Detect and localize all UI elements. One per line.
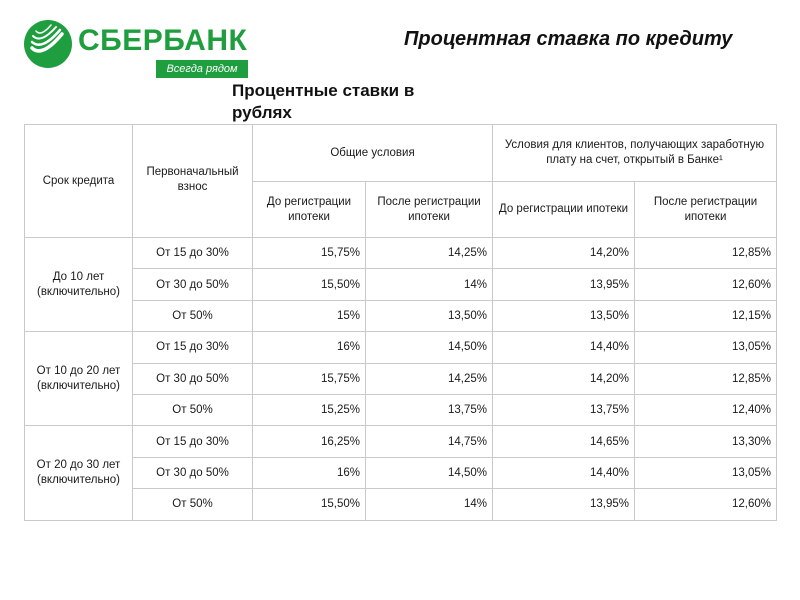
rate-cell: 13,75%: [493, 394, 635, 425]
rate-cell: 14,40%: [493, 457, 635, 488]
down-payment-cell: От 30 до 50%: [133, 457, 253, 488]
header-term: Срок кредита: [25, 125, 133, 238]
table-row: [25, 426, 777, 457]
rate-cell: 13,05%: [635, 457, 777, 488]
rate-cell: 14%: [366, 269, 493, 300]
rate-cell: 15%: [253, 300, 366, 331]
rate-cell: 13,50%: [366, 300, 493, 331]
sberbank-logo: [22, 18, 248, 76]
header-salary-conditions: Условия для клиентов, получающих заработную плату на счет, открытый в Банке¹: [493, 125, 777, 182]
header-salary-after: После регистрации ипотеки: [635, 182, 777, 238]
rate-cell: 13,95%: [493, 489, 635, 520]
table-subtitle: Процентные ставки в рублях: [232, 81, 415, 122]
rate-cell: 13,75%: [366, 394, 493, 425]
rate-cell: 16%: [253, 457, 366, 488]
down-payment-cell: От 30 до 50%: [133, 269, 253, 300]
rate-cell: 15,25%: [253, 394, 366, 425]
logo-tagline: Всегда рядом: [156, 60, 248, 78]
rate-cell: 13,05%: [635, 332, 777, 363]
term-cell: От 20 до 30 лет (включительно): [25, 426, 133, 520]
interest-rate-table: [24, 124, 777, 521]
term-cell: До 10 лет (включительно): [25, 238, 133, 332]
rate-cell: 15,50%: [253, 489, 366, 520]
logo-wordmark: СБЕРБАНК: [78, 24, 248, 57]
rate-cell: 14,65%: [493, 426, 635, 457]
down-payment-cell: От 15 до 30%: [133, 426, 253, 457]
header-general-after: После регистрации ипотеки: [366, 182, 493, 238]
rate-cell: 12,60%: [635, 269, 777, 300]
rate-cell: 13,95%: [493, 269, 635, 300]
rate-cell: 14,50%: [366, 332, 493, 363]
header-salary-before: До регистрации ипотеки: [493, 182, 635, 238]
rate-cell: 14,20%: [493, 363, 635, 394]
rate-cell: 16,25%: [253, 426, 366, 457]
table-row: [25, 238, 777, 269]
header-general-conditions: Общие условия: [253, 125, 493, 182]
table-row: [25, 457, 777, 488]
table-row: [25, 300, 777, 331]
slide-title: Процентная ставка по кредиту: [404, 28, 733, 50]
rate-cell: 14,40%: [493, 332, 635, 363]
down-payment-cell: От 15 до 30%: [133, 332, 253, 363]
down-payment-cell: От 50%: [133, 489, 253, 520]
rate-cell: 15,75%: [253, 238, 366, 269]
rate-cell: 14,25%: [366, 363, 493, 394]
rate-cell: 12,15%: [635, 300, 777, 331]
rate-cell: 14%: [366, 489, 493, 520]
table-row: [25, 489, 777, 520]
term-cell: От 10 до 20 лет (включительно): [25, 332, 133, 426]
rate-cell: 15,75%: [253, 363, 366, 394]
table-row: [25, 363, 777, 394]
rate-cell: 12,85%: [635, 238, 777, 269]
down-payment-cell: От 50%: [133, 300, 253, 331]
rate-cell: 13,50%: [493, 300, 635, 331]
sberbank-logo-icon: [22, 18, 74, 70]
rate-cell: 12,85%: [635, 363, 777, 394]
down-payment-cell: От 30 до 50%: [133, 363, 253, 394]
rate-cell: 12,40%: [635, 394, 777, 425]
rate-cell: 12,60%: [635, 489, 777, 520]
rate-cell: 14,20%: [493, 238, 635, 269]
rate-cell: 16%: [253, 332, 366, 363]
table-body: [25, 238, 777, 521]
table-row: [25, 269, 777, 300]
rate-cell: 14,25%: [366, 238, 493, 269]
header-down-payment: Первоначальный взнос: [133, 125, 253, 238]
down-payment-cell: От 15 до 30%: [133, 238, 253, 269]
rate-cell: 14,50%: [366, 457, 493, 488]
rate-cell: 13,30%: [635, 426, 777, 457]
table-row: [25, 332, 777, 363]
rate-cell: 14,75%: [366, 426, 493, 457]
header-general-before: До регистрации ипотеки: [253, 182, 366, 238]
down-payment-cell: От 50%: [133, 394, 253, 425]
rate-cell: 15,50%: [253, 269, 366, 300]
table-row: [25, 394, 777, 425]
